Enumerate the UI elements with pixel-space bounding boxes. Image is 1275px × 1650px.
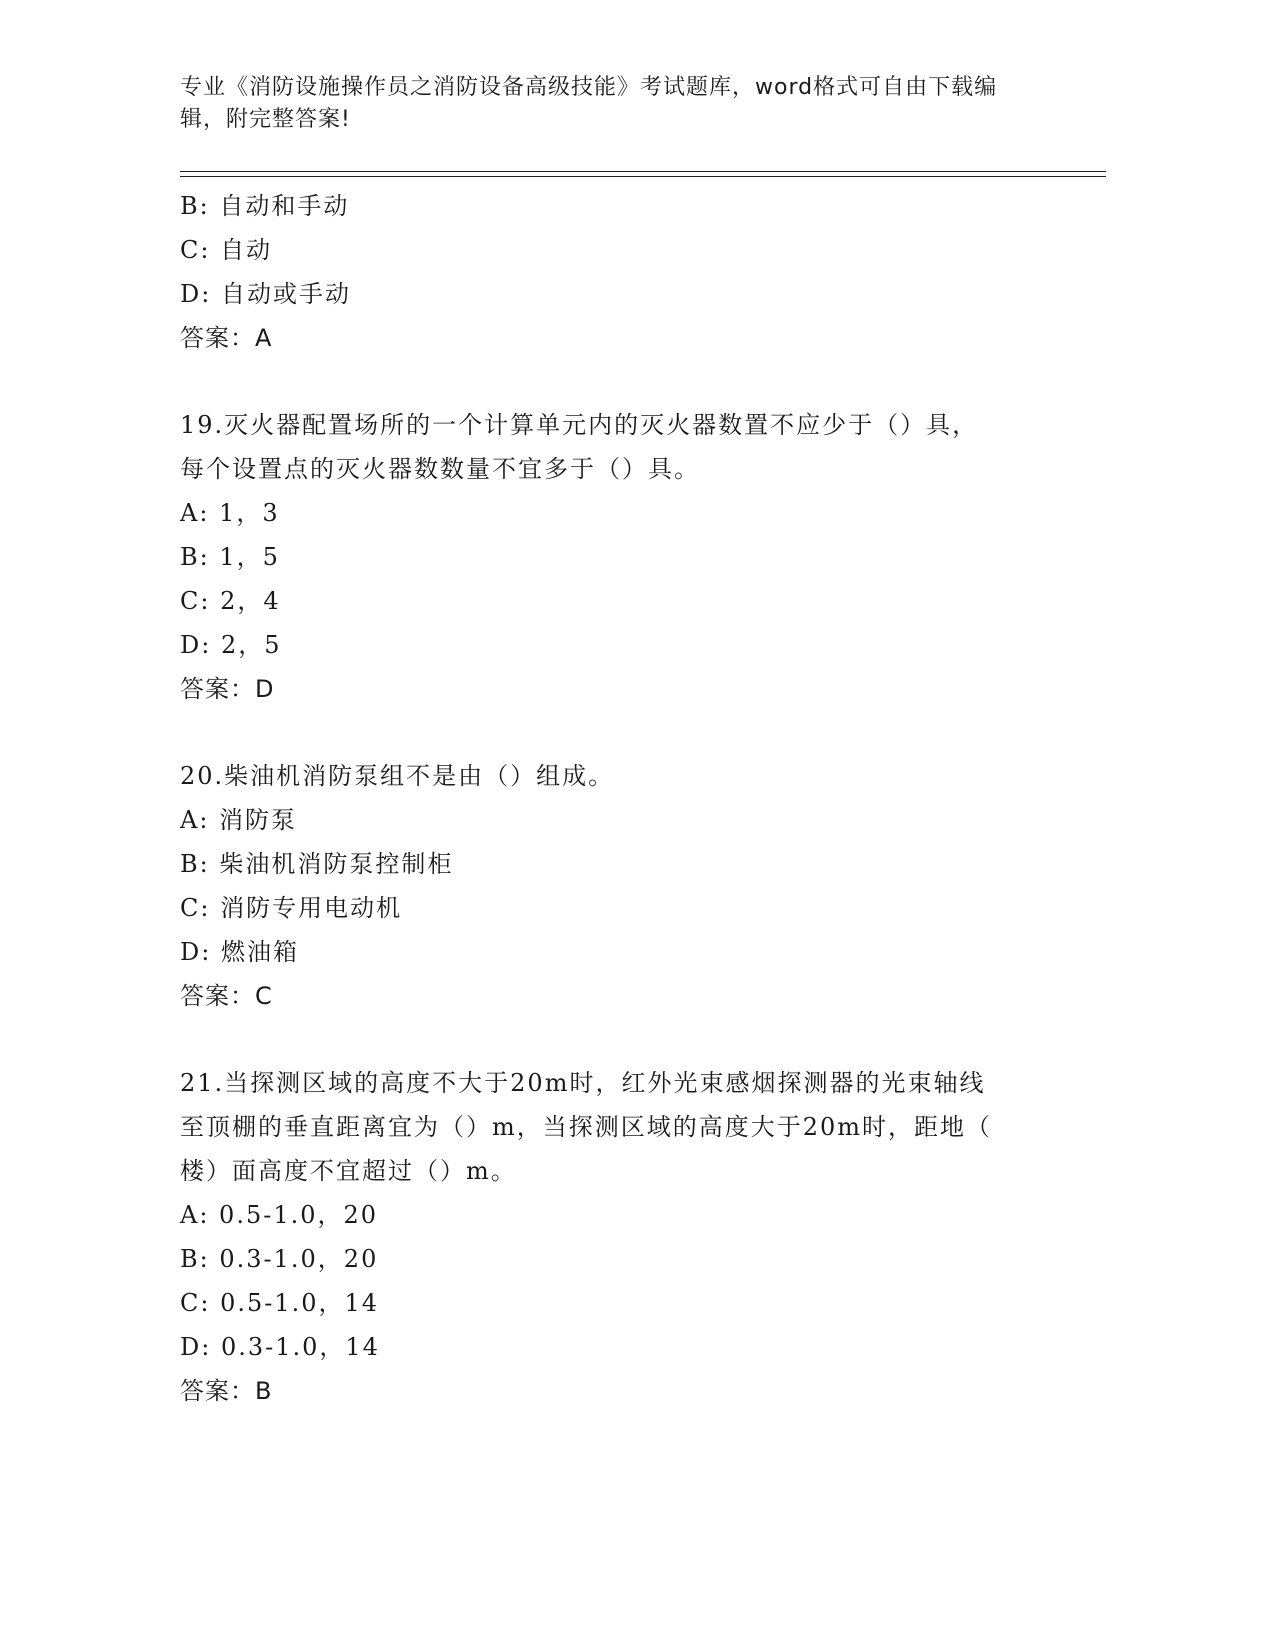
question-line: 至顶棚的垂直距离宜为（）m，当探测区域的高度大于20m时，距地（ (180, 1113, 993, 1141)
question-line: 20.柴油机消防泵组不是由（）组成。 (180, 762, 615, 790)
option-a: A: 0.5-1.0，20 (180, 1201, 379, 1229)
spacer (180, 360, 1060, 403)
answer: 答案：C (180, 982, 273, 1010)
question-line: 楼）面高度不宜超过（）m。 (180, 1157, 517, 1185)
option-d: D: 0.3-1.0，14 (180, 1333, 380, 1361)
question-20 (180, 754, 1060, 1018)
spacer (180, 711, 1060, 754)
header-line-1: 专业《消防设施操作员之消防设备高级技能》考试题库，word格式可自由下载编 (180, 75, 998, 100)
header-divider-bottom (180, 176, 1106, 177)
option-b: B: 自动和手动 (180, 192, 350, 220)
question-18 (180, 184, 1060, 360)
option-b: B: 0.3-1.0，20 (180, 1245, 379, 1273)
option-a: A: 消防泵 (180, 806, 298, 834)
header-divider-top (180, 171, 1106, 172)
option-c: C: 2，4 (180, 587, 281, 615)
option-d: D: 2，5 (180, 631, 282, 659)
spacer (180, 1018, 1060, 1061)
answer: 答案：D (180, 675, 275, 703)
question-19 (180, 403, 1060, 711)
option-c: C: 自动 (180, 236, 273, 264)
header-line-2: 辑，附完整答案! (180, 107, 351, 132)
answer: 答案：B (180, 1377, 273, 1405)
document-header (180, 72, 1040, 136)
question-text (180, 754, 1040, 798)
option-d: D: 燃油箱 (180, 938, 299, 966)
answer: 答案：A (180, 324, 273, 352)
question-line: 19.灭火器配置场所的一个计算单元内的灭火器数置不应少于（）具， (180, 411, 979, 439)
option-d: D: 自动或手动 (180, 280, 351, 308)
option-b: B: 1，5 (180, 543, 280, 571)
question-line: 每个设置点的灭火器数数量不宜多于（）具。 (180, 455, 700, 483)
question-list (180, 184, 1060, 1413)
option-c: C: 0.5-1.0，14 (180, 1289, 380, 1317)
question-text (180, 403, 1040, 491)
question-line: 21.当探测区域的高度不大于20m时，红外光束感烟探测器的光束轴线 (180, 1069, 986, 1097)
option-a: A: 1，3 (180, 499, 280, 527)
option-b: B: 柴油机消防泵控制柜 (180, 850, 454, 878)
question-21 (180, 1061, 1060, 1413)
option-c: C: 消防专用电动机 (180, 894, 403, 922)
question-text (180, 1061, 1040, 1193)
